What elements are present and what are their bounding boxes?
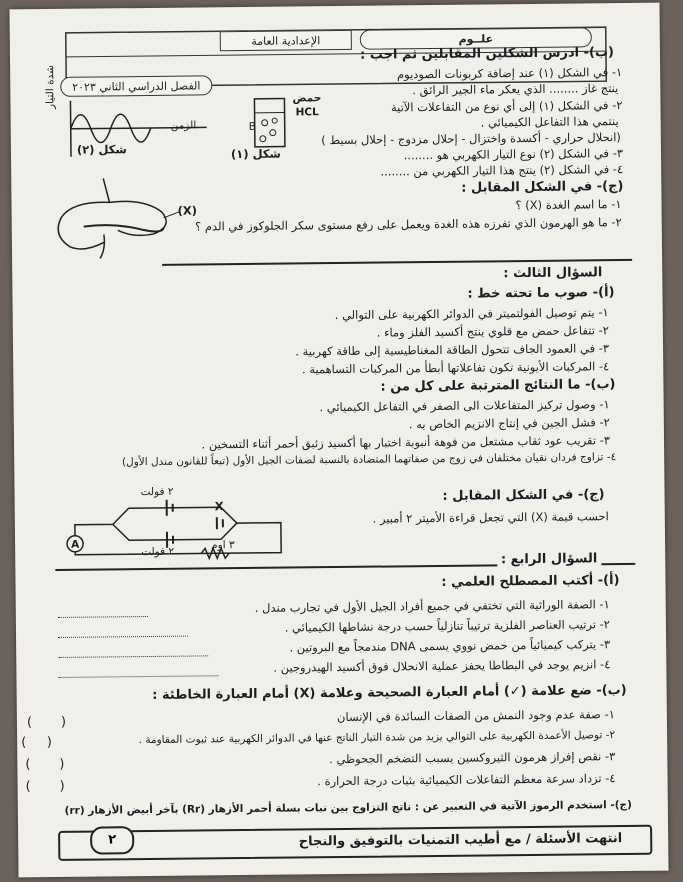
q4-a-title: (أ)- أكتب المصطلح العلمي : bbox=[441, 573, 620, 590]
section-b-q4: ٤- في الشكل (٢) ينتج هذا التيار الكهربي من ........ bbox=[380, 162, 624, 179]
q4-a3-answer-line bbox=[58, 655, 208, 658]
section-b-q2b: ينتمي هذا التفاعل الكيميائي . bbox=[480, 114, 619, 130]
q3-a1: ١- يتم توصيل الفولتميتر في الدوائر الكهربية على التوالي . bbox=[334, 305, 609, 323]
subject-title: علــوم bbox=[458, 32, 494, 46]
exam-page bbox=[9, 3, 668, 878]
q4-c-title: (ج)- استخدم الرموز الآتية في التعبير عن : ناتج التزاوج بين نبات بسلة أحمر الأزهار (Rr) بآخر أبيض الأزهار (rr) bbox=[64, 798, 632, 817]
q4-a1: ١- الصفة الوراثية التي تختفي في جميع أفراد الجيل الأول في تجارب مندل . bbox=[254, 597, 610, 615]
section-c-q1: ١- ما اسم الغدة (X) ؟ bbox=[515, 197, 622, 213]
q4-title: السؤال الرابع : bbox=[497, 551, 602, 567]
section-b-q2: ٢- في الشكل (١) إلى أي نوع من التفاعلات الآتية bbox=[390, 98, 623, 115]
school-name: الإعدادية العامة bbox=[251, 34, 321, 48]
q4-b3: ٣- نقص إفراز هرمون الثيروكسين يسبب التضخم الجحوظي . bbox=[329, 749, 616, 767]
q4-b-title: (ب)- ضع علامة (✓) أمام العبارة الصحيحة وعلامة (X) أمام العبارة الخاطئة : bbox=[152, 683, 627, 703]
section-b-q1b: ينتج غاز ........ الذي يعكر ماء الجير الرائق . bbox=[412, 81, 619, 98]
term-label: الفصل الدراسي الثاني ٢٠٢٣ bbox=[72, 79, 201, 94]
pancreas-diagram bbox=[43, 172, 194, 266]
q4-a4-answer-line bbox=[58, 675, 218, 678]
circuit-voltage-bottom: ٢ فولت bbox=[141, 545, 175, 559]
section-b-title: (ب)- ادرس الشكلين المقابلين ثم اجب : bbox=[360, 45, 615, 63]
section-c-q2: ٢- ما هو الهرمون الذي تفرزه هذه الغدة ويعمل على رفع مستوى سكر الجلوكوز في الدم ؟ bbox=[195, 215, 622, 234]
figure-1-letter: B bbox=[248, 120, 256, 133]
q4-b1: ١- صفة عدم وجود النمش من الصفات السائدة في الإنسان bbox=[336, 707, 615, 725]
figure-1-hcl: HCL bbox=[295, 106, 319, 119]
q3-a3: ٣- في العمود الجاف تتحول الطاقة المغناطيسية إلى طاقة كهربية . bbox=[295, 341, 610, 359]
q3-b3: ٣- تقريب عود ثقاب مشتعل من فوهة أنبوبة اختبار بها أكسيد زئبق أحمر أثناء التسخين . bbox=[201, 433, 611, 452]
circuit-voltage-top: ٢ فولت bbox=[140, 485, 174, 499]
figure-2-y-label: شدة التيار bbox=[44, 65, 57, 110]
section-b-q1: ١- في الشكل (١) عند إضافة كربونات الصوديوم bbox=[396, 65, 623, 82]
q3-a2: ٢- تتفاعل حمض مع قلوي ينتج أكسيد الفلز وماء . bbox=[376, 323, 609, 340]
q4-b2-answer-box[interactable]: ( ) bbox=[21, 735, 53, 751]
q3-c-title: (ج)- في الشكل المقابل : bbox=[442, 487, 605, 504]
section-c-title: (ج)- في الشكل المقابل : bbox=[461, 179, 624, 196]
gland-x-label: (X) bbox=[177, 203, 198, 218]
q4-b4: ٤- تزداد سرعة معظم التفاعلات الكيميائية بثبات درجة الحرارة . bbox=[317, 771, 616, 789]
q4-a2-answer-line bbox=[58, 636, 188, 638]
q4-b3-answer-box[interactable]: ( ) bbox=[25, 756, 65, 773]
figure-1-acid: حمض bbox=[292, 92, 322, 105]
school-box bbox=[220, 30, 352, 51]
figure-1-label: شكل (١) bbox=[230, 146, 281, 162]
q3-a-title: (أ)- صوب ما تحته خط : bbox=[467, 285, 615, 302]
q3-b2: ٢- فشل الجين في إنتاج الانزيم الخاص به . bbox=[408, 415, 610, 432]
q4-a3: ٣- يتركب كيميائياً من حمض نووي يسمى DNA مندمجاً مع البروتين . bbox=[289, 637, 611, 655]
q4-a1-answer-line bbox=[58, 616, 148, 618]
page-number-box bbox=[90, 826, 134, 854]
q3-a4: ٤- المركبات الأيونية تكون تفاعلاتها أبطأ من المركبات التساهمية . bbox=[301, 359, 610, 377]
circuit-x-label: X bbox=[214, 499, 224, 514]
q4-b1-answer-box[interactable]: ( ) bbox=[26, 714, 67, 731]
q4-b2: ٢- توصيل الأعمدة الكهربية على التوالي يزيد من شدة التيار الناتج عنها في الدوائر الكهربية عند ثبوت المقاومة . bbox=[138, 729, 616, 747]
q3-b1: ١- وصول تركيز المتفاعلات الى الصفر في التفاعل الكيميائي . bbox=[319, 397, 610, 415]
figure-2-label: شكل (٢) bbox=[76, 142, 127, 157]
q3-title: السؤال الثالث : bbox=[503, 265, 603, 282]
footer-end-text: انتهت الأسئلة / مع أطيب التمنيات بالتوفيق والنجاح bbox=[298, 831, 623, 850]
figure-2-x-label: الزمن bbox=[170, 119, 197, 132]
q3-b4: ٤- تزاوج فردان نقيان مختلفان في زوج من صفاتهما المتضادة بالنسبة لصفات الجيل الأول (تبعاً للقانون مندل الأول) bbox=[121, 451, 617, 469]
q4-a2: ٢- ترتيب العناصر الفلزية ترتيباً تنازلياً حسب درجة نشاطها الكيميائي . bbox=[284, 617, 611, 635]
q4-b4-answer-box[interactable]: ( ) bbox=[25, 778, 65, 795]
q3-b-title: (ب)- ما النتائج المترتبة على كل من : bbox=[380, 377, 616, 395]
circuit-resistance: ٣ اوم bbox=[211, 539, 235, 552]
q4-a4: ٤- انزيم يوجد في البطاطا يحفز عملية الانحلال فوق أكسيد الهيدروجين . bbox=[273, 657, 611, 675]
ammeter-label: A bbox=[71, 538, 80, 551]
page-number: ٢ bbox=[108, 832, 117, 848]
section-b-q3: ٣- في الشكل (٢) نوع التيار الكهربي هو ........ bbox=[403, 146, 624, 163]
q3-c1: احسب قيمة (X) التي تجعل قراءة الأميتر ٢ أمبير . bbox=[372, 509, 609, 526]
section-b-q2c: (انحلال حراري - أكسدة واختزال - إحلال مزدوج - إحلال بسيط ) bbox=[321, 130, 621, 148]
